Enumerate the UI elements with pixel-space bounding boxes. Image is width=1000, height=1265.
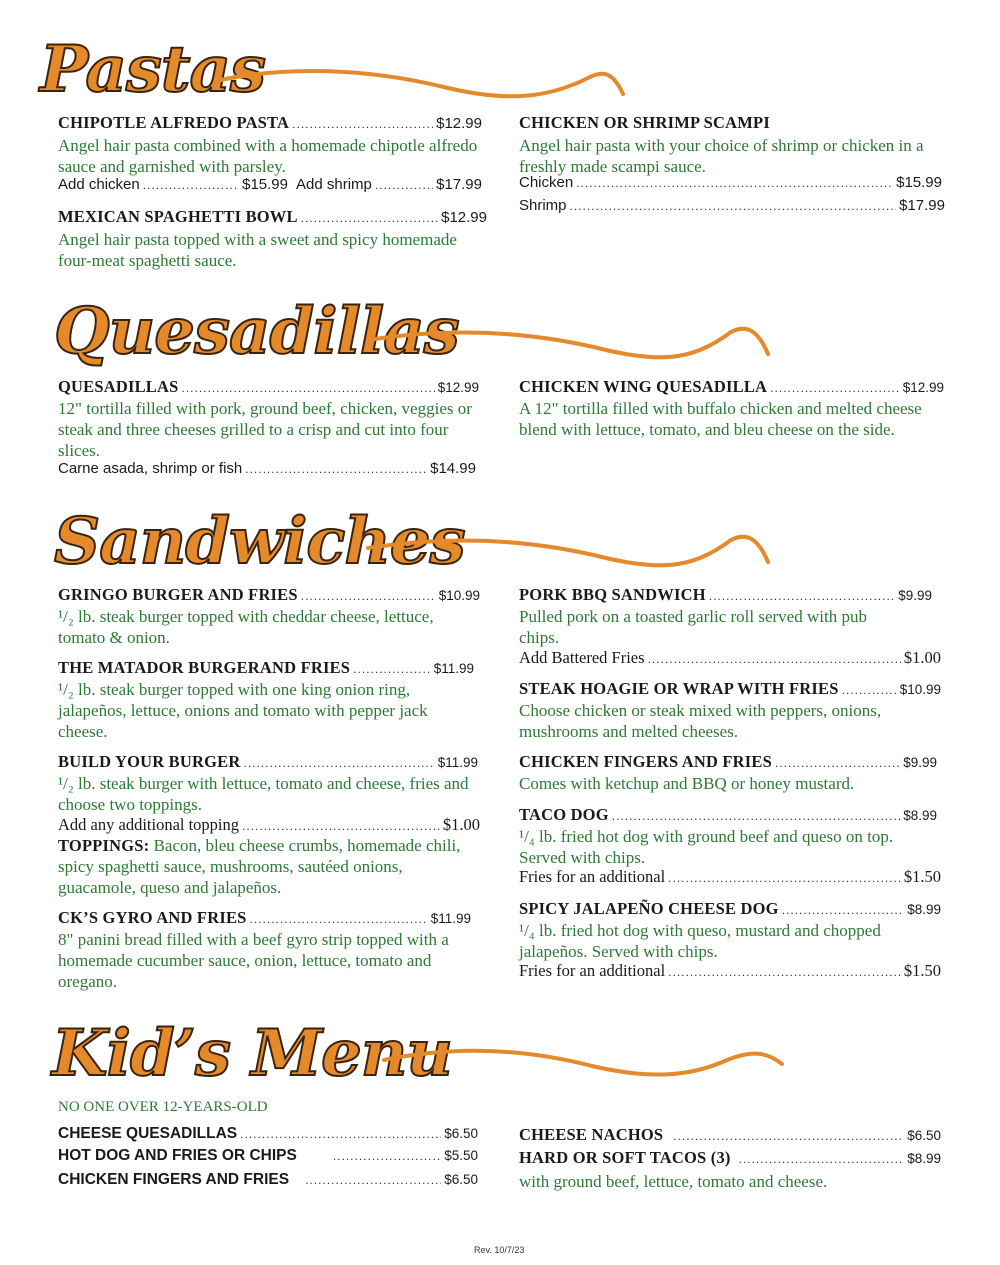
mexican-line	[58, 207, 487, 227]
quesadillas-sub-label: Carne asada, shrimp or fish	[58, 460, 243, 477]
matador-line	[58, 658, 474, 678]
taco-dog-price: $8.99	[903, 808, 937, 823]
toppings-label: TOPPINGS:	[58, 836, 150, 855]
gyro-name: CK’S GYRO AND FRIES	[58, 908, 247, 927]
add-shrimp-label: Add shrimp	[296, 176, 372, 193]
sandwiches-heading: Sandwiches	[54, 504, 465, 579]
jalapeno-dog-line	[519, 899, 941, 919]
build-line	[58, 752, 478, 772]
fingers-price: $9.99	[903, 755, 937, 770]
gringo-price: $10.99	[438, 588, 480, 603]
kids-tacos-name: HARD OR SOFT TACOS (3)	[519, 1148, 731, 1167]
build-desc: ¹/₂ lb. steak burger with lettuce, tomato and cheese, fries and choose two toppings.	[58, 774, 469, 814]
taco-dog-sub-line	[519, 867, 941, 887]
add-shrimp-price: $17.99	[436, 176, 482, 193]
toppings-list: Bacon, bleu cheese crumbs, homemade chili, spicy spaghetti sauce, mushrooms, sautéed onions, guacamole, queso and jalapeños.	[58, 836, 461, 897]
scampi-desc: Angel hair pasta with your choice of shrimp or chicken in a freshly made scampi sauce.	[519, 136, 924, 176]
toppings-text	[58, 835, 483, 898]
wing-name: CHICKEN WING QUESADILLA	[519, 377, 768, 396]
kids-nachos-name: CHEESE NACHOS	[519, 1125, 664, 1144]
mexican-name: MEXICAN SPAGHETTI BOWL	[58, 207, 298, 226]
chipotle-price: $12.99	[436, 115, 482, 132]
taco-dog-line	[519, 805, 937, 825]
scampi-chicken-label: Chicken	[519, 174, 574, 191]
quesadillas-line	[58, 377, 479, 397]
kids-tacos-desc: with ground beef, lettuce, tomato and cheese.	[519, 1172, 828, 1191]
build-sub-line	[58, 815, 480, 835]
quesadillas-sub-price: $14.99	[430, 460, 476, 477]
kids-heading: Kid’s Menu	[52, 1016, 452, 1091]
gyro-desc: 8" panini bread filled with a beef gyro strip topped with a homemade cucumber sauce, onion, lettuce, tomato and oregano.	[58, 930, 449, 991]
gringo-desc: ¹/₂ lb. steak burger topped with cheddar cheese, lettuce, tomato & onion.	[58, 607, 434, 647]
sandwiches-swoosh	[366, 528, 776, 578]
pork-sub-price: $1.00	[903, 648, 941, 667]
kids-fingers-line	[58, 1171, 478, 1189]
matador-price: $11.99	[433, 661, 474, 676]
taco-dog-sub-label: Fries for an additional	[519, 867, 666, 886]
kids-tacos-line	[519, 1148, 941, 1168]
quesadillas-price: $12.99	[437, 380, 479, 395]
scampi-shrimp-label: Shrimp	[519, 197, 567, 214]
chipotle-name: CHIPOTLE ALFREDO PASTA	[58, 113, 290, 132]
taco-dog-sub-price: $1.50	[903, 867, 941, 886]
hoagie-price: $10.99	[899, 682, 941, 697]
jalapeno-dog-sub-line	[519, 961, 941, 981]
jalapeno-dog-name: SPICY JALAPEÑO CHEESE DOG	[519, 899, 779, 918]
kids-nachos-line	[519, 1125, 941, 1145]
quesadillas-heading: Quesadillas	[54, 294, 459, 369]
gringo-name: GRINGO BURGER AND FRIES	[58, 585, 298, 604]
kids-quesadillas-line	[58, 1125, 478, 1143]
kids-nachos-price: $6.50	[907, 1128, 941, 1143]
add-shrimp-line	[296, 176, 482, 193]
jalapeno-dog-sub-price: $1.50	[903, 961, 941, 980]
matador-desc: ¹/₂ lb. steak burger topped with one king onion ring, jalapeños, lettuce, onions and tomato with pepper jack cheese.	[58, 680, 428, 741]
kids-quesadillas-name: CHEESE QUESADILLAS	[58, 1125, 238, 1142]
add-chicken-price: $15.99	[242, 176, 288, 193]
kids-fingers-price: $6.50	[444, 1172, 478, 1187]
scampi-line	[519, 113, 949, 133]
quesadillas-swoosh	[366, 320, 776, 370]
scampi-shrimp-price: $17.99	[899, 197, 945, 214]
kids-hotdog-name: HOT DOG AND FRIES OR CHIPS	[58, 1147, 297, 1164]
chipotle-desc: Angel hair pasta combined with a homemade chipotle alfredo sauce and garnished with parsley.	[58, 136, 478, 176]
scampi-chicken-line	[519, 174, 942, 191]
hoagie-line	[519, 679, 941, 699]
kids-tacos-price: $8.99	[907, 1151, 941, 1166]
pork-name: PORK BBQ SANDWICH	[519, 585, 706, 604]
quesadillas-sub-line	[58, 460, 476, 477]
taco-dog-name: TACO DOG	[519, 805, 609, 824]
fingers-desc: Comes with ketchup and BBQ or honey mustard.	[519, 774, 855, 793]
hoagie-desc: Choose chicken or steak mixed with peppers, onions, mushrooms and melted cheeses.	[519, 701, 882, 741]
gyro-line	[58, 908, 471, 928]
scampi-name: CHICKEN OR SHRIMP SCAMPI	[519, 113, 770, 132]
scampi-chicken-price: $15.99	[896, 174, 942, 191]
pork-price: $9.99	[898, 588, 932, 603]
kids-age-note: NO ONE OVER 12-YEARS-OLD	[58, 1099, 268, 1115]
build-sub-price: $1.00	[442, 815, 480, 834]
quesadillas-name: QUESADILLAS	[58, 377, 179, 396]
hoagie-name: STEAK HOAGIE OR WRAP WITH FRIES	[519, 679, 839, 698]
jalapeno-dog-sub-label: Fries for an additional	[519, 961, 666, 980]
pork-line	[519, 585, 932, 605]
jalapeno-dog-price: $8.99	[907, 902, 941, 917]
kids-swoosh	[382, 1040, 792, 1090]
mexican-desc: Angel hair pasta topped with a sweet and spicy homemade four-meat spaghetti sauce.	[58, 230, 457, 270]
pastas-swoosh	[218, 58, 628, 108]
kids-fingers-name: CHICKEN FINGERS AND FRIES	[58, 1171, 290, 1188]
gringo-line	[58, 585, 480, 605]
pork-desc: Pulled pork on a toasted garlic roll served with pub chips.	[519, 607, 867, 647]
mexican-price: $12.99	[441, 209, 487, 226]
add-chicken-line	[58, 176, 288, 193]
build-sub-label: Add any additional topping	[58, 815, 240, 834]
quesadillas-desc: 12" tortilla filled with pork, ground beef, chicken, veggies or steak and three cheeses grilled to a crisp and cut into four slices.	[58, 399, 472, 460]
pastas-heading: Pastas	[40, 32, 265, 107]
kids-hotdog-price: $5.50	[444, 1148, 478, 1163]
revision-date: Rev. 10/7/23	[474, 1245, 525, 1255]
kids-quesadillas-price: $6.50	[444, 1126, 478, 1141]
matador-name: THE MATADOR BURGERAND FRIES	[58, 658, 351, 677]
wing-desc: A 12" tortilla filled with buffalo chicken and melted cheese blend with lettuce, tomato, and bleu cheese on the side.	[519, 399, 922, 439]
taco-dog-desc: ¹/₄ lb. fried hot dog with ground beef and queso on top. Served with chips.	[519, 827, 894, 867]
build-name: BUILD YOUR BURGER	[58, 752, 241, 771]
scampi-shrimp-line	[519, 197, 945, 214]
kids-hotdog-line	[58, 1147, 478, 1165]
add-chicken-label: Add chicken	[58, 176, 140, 193]
build-price: $11.99	[437, 755, 478, 770]
wing-line	[519, 377, 944, 397]
gyro-price: $11.99	[430, 911, 471, 926]
chipotle-line	[58, 113, 482, 133]
pork-sub-line	[519, 648, 941, 668]
pork-sub-label: Add Battered Fries	[519, 648, 645, 667]
fingers-line	[519, 752, 937, 772]
jalapeno-dog-desc: ¹/₄ lb. fried hot dog with queso, mustard and chopped jalapeños. Served with chips.	[519, 921, 881, 961]
wing-price: $12.99	[902, 380, 944, 395]
fingers-name: CHICKEN FINGERS AND FRIES	[519, 752, 772, 771]
